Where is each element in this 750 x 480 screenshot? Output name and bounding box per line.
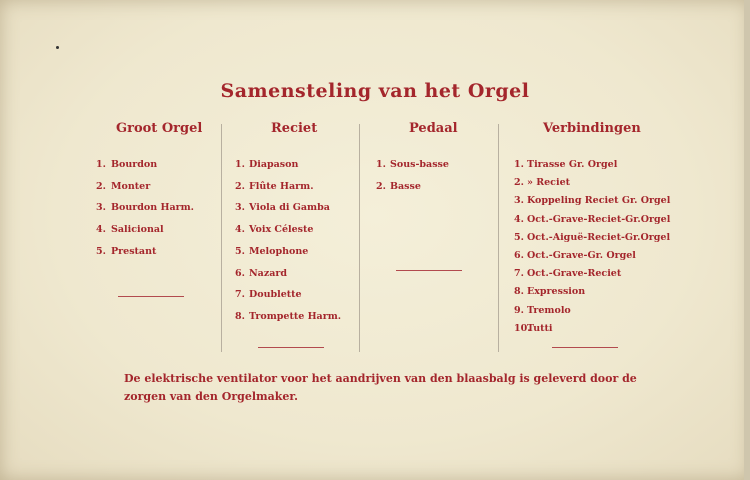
stop-name: Bourdon Harm. — [111, 202, 194, 213]
stop-number: 7. — [235, 289, 245, 300]
stop-number: 1. — [376, 159, 386, 170]
stop-name: Oct.-Grave-Gr. Orgel — [527, 250, 636, 261]
stop-number: 1. — [514, 159, 524, 170]
stop-name: Nazard — [249, 268, 288, 279]
stop-name: Expression — [527, 286, 586, 297]
column-heading-verbindingen: Verbindingen — [543, 121, 641, 136]
stop-number: 2. — [514, 177, 524, 188]
stop-name: Oct.-Grave-Reciet-Gr.Orgel — [527, 214, 671, 225]
stop-number: 8. — [514, 286, 524, 297]
stop-name: Koppeling Reciet Gr. Orgel — [527, 195, 671, 206]
stop-number: 5. — [96, 246, 106, 257]
paper-edge — [744, 0, 750, 480]
stop-name: Viola di Gamba — [249, 202, 330, 213]
footer-note: De elektrische ventilator voor het aandrijven van den blaasbalg is geleverd door de zorgen van den Orgelmaker. — [124, 372, 637, 403]
stop-number: 5. — [514, 232, 524, 243]
column-divider — [498, 124, 499, 352]
column-divider — [359, 124, 360, 352]
stop-name: » Reciet — [527, 177, 571, 188]
stop-number: 6. — [514, 250, 524, 261]
stop-name: Tremolo — [527, 305, 571, 316]
column-end-rule — [258, 347, 324, 349]
stop-number: 6. — [235, 268, 245, 279]
stop-number: 1. — [96, 159, 106, 170]
stop-name: Prestant — [111, 246, 157, 257]
column-end-rule — [552, 347, 618, 349]
stop-name: Sous-basse — [390, 159, 449, 170]
column-heading-groot-orgel: Groot Orgel — [116, 121, 203, 136]
stop-number: 4. — [96, 224, 106, 235]
stop-number: 4. — [514, 214, 524, 225]
stop-name: Salicional — [111, 224, 164, 235]
stop-number: 4. — [235, 224, 245, 235]
stop-number: 10. — [514, 323, 531, 334]
stop-name: Oct.-Aiguë-Reciet-Gr.Orgel — [527, 232, 671, 243]
stop-name: Trompette Harm. — [249, 311, 342, 322]
column-heading-pedaal: Pedaal — [409, 121, 458, 136]
stop-number: 2. — [235, 181, 245, 192]
column-end-rule — [396, 270, 462, 272]
stop-name: Monter — [111, 181, 151, 192]
stop-number: 2. — [376, 181, 386, 192]
column-divider — [221, 124, 222, 352]
page-title: Samensteling van het Orgel — [220, 80, 530, 102]
stop-number: 3. — [235, 202, 245, 213]
stop-name: Melophone — [249, 246, 309, 257]
stop-name: Diapason — [249, 159, 299, 170]
stop-number: 3. — [514, 195, 524, 206]
stop-name: Voix Céleste — [249, 224, 314, 235]
stop-number: 1. — [235, 159, 245, 170]
stop-name: Tutti — [527, 323, 553, 334]
stop-number: 8. — [235, 311, 245, 322]
stop-name: Bourdon — [111, 159, 158, 170]
stop-number: 2. — [96, 181, 106, 192]
stop-name: Tirasse Gr. Orgel — [527, 159, 618, 170]
column-heading-reciet: Reciet — [271, 121, 318, 136]
stop-name: Doublette — [249, 289, 302, 300]
stop-name: Flûte Harm. — [249, 181, 314, 192]
stop-number: 3. — [96, 202, 106, 213]
column-end-rule — [118, 296, 184, 298]
stop-number: 7. — [514, 268, 524, 279]
ink-speck — [56, 46, 59, 49]
stop-name: Basse — [390, 181, 421, 192]
stop-number: 5. — [235, 246, 245, 257]
stop-name: Oct.-Grave-Reciet — [527, 268, 622, 279]
stop-number: 9. — [514, 305, 524, 316]
